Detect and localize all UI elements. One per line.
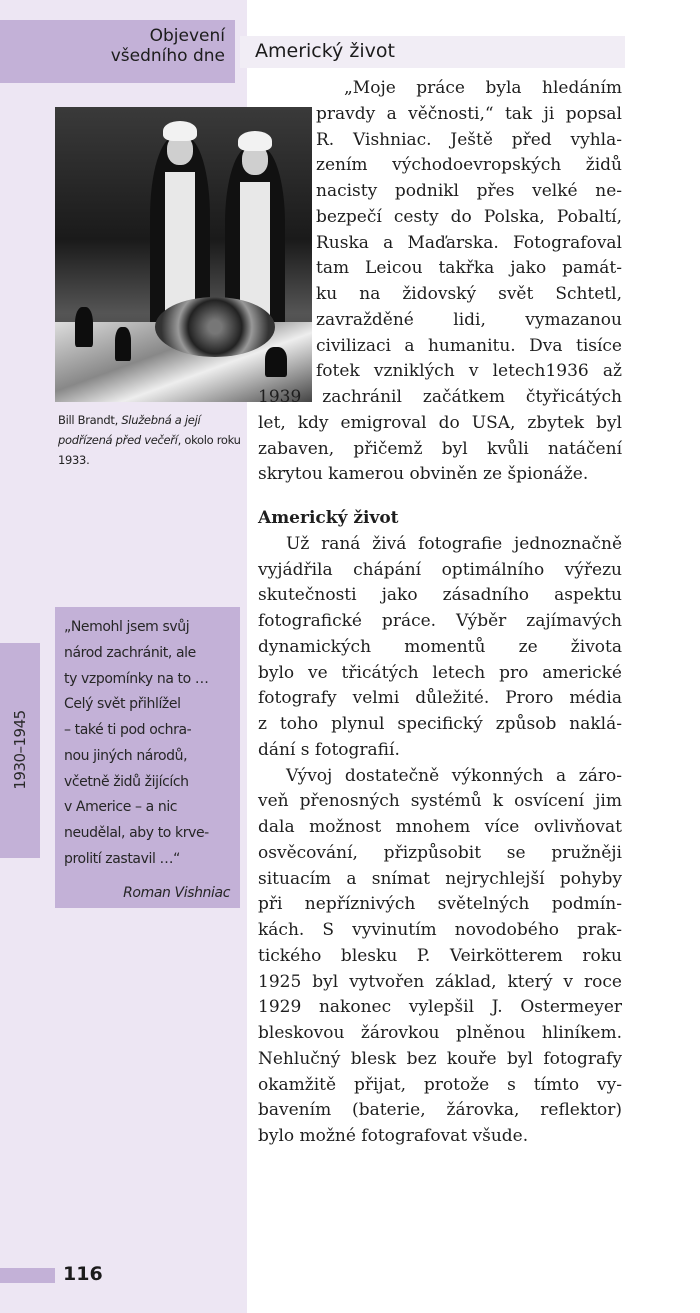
text-line: fotografy velmi důležité. Proro média (258, 688, 622, 709)
text-line: zabaven, přičemž byl kvůli natáčení (258, 438, 622, 459)
text-line: bezpečí cesty do Polska, Pobaltí, (316, 206, 622, 227)
text-line: civilizaci a humanitu. Dva tisíce (316, 335, 622, 356)
quote-line: včetně židů žijících (64, 773, 189, 790)
text-line: tického blesku P. Veirkötterem roku (258, 945, 622, 966)
text-line: R. Vishniac. Ještě před vyhla- (316, 129, 622, 150)
quote-line: neudělal, aby to krve- (64, 825, 209, 841)
text-line: veň přenosných systémů k osvícení jim (258, 791, 622, 812)
intro-paragraph-narrow (316, 76, 622, 385)
text-line: Ruska a Maďarska. Fotografoval (316, 232, 622, 253)
quote-line: prolití zastavil …“ (64, 850, 180, 867)
text-line: bylo možné fotografovat všude. (258, 1126, 529, 1146)
text-line: okamžitě přijat, protože s tímto vy- (258, 1074, 622, 1095)
quote-line: ty vzpomínky na to … (64, 670, 209, 687)
photo-maids-before-dinner (55, 107, 312, 402)
text-line: kách. S vyvinutím novodobého prak- (258, 920, 622, 940)
section-label-line2: všedního dne (110, 46, 225, 66)
subheading: Americký život (258, 508, 399, 528)
page-title: Americký život (255, 40, 395, 62)
text-line: fotek vzniklých v letech1936 až (316, 361, 622, 382)
text-line: zením východoevropských židů (316, 155, 622, 176)
page-number: 116 (63, 1263, 103, 1285)
text-line: 1939 zachránil začátkem čtyřicátých (258, 387, 622, 407)
quote-line: – také ti pod ochra- (64, 722, 192, 738)
text-line: dynamických momentů ze života (258, 636, 622, 657)
body-text-column (258, 385, 622, 1150)
text-line: 1929 nakonec vylepšil J. Ostermeyer (258, 997, 622, 1018)
text-line: skrytou kamerou obviněn ze špionáže. (258, 464, 589, 485)
text-line: situacím a snímat nejrychlejší pohyby (258, 868, 622, 889)
text-line: „Moje práce byla hledáním (344, 78, 622, 98)
text-line: bleskovou žárovkou plněnou hliníkem. (258, 1023, 622, 1043)
text-line: Nehlučný blesk bez kouře byl fotografy (258, 1048, 622, 1069)
text-line: bylo ve třicátých letech pro americké (258, 662, 622, 683)
section-label-line1: Objevení (149, 26, 225, 46)
section-label (0, 20, 235, 83)
caption-author: Bill Brandt, (58, 413, 122, 427)
text-line: bavením (baterie, žárovka, reflektor) (258, 1100, 622, 1121)
text-line: při nepříznivých světelných podmín- (258, 894, 622, 915)
caption-date: , okolo roku 1933. (58, 433, 241, 467)
quote-author: Roman Vishniac (123, 884, 230, 901)
quote-line: národ zachránit, ale (64, 644, 196, 661)
text-line: pravdy a věčnosti,“ tak ji popsal (316, 103, 622, 124)
page-number-bar (0, 1268, 55, 1283)
quote-line: Celý svět přihlížel (64, 696, 181, 713)
quote-line: v Americe – a nic (64, 799, 178, 816)
text-line: skutečnosti jako zásadního aspektu (258, 585, 622, 606)
text-line: let, kdy emigroval do USA, zbytek byl (258, 412, 622, 433)
period-label: 1930–1945 (11, 710, 29, 790)
quote-line: „Nemohl jsem svůj (64, 619, 190, 635)
text-line: 1925 byl vytvořen základ, který v roce (258, 971, 622, 992)
text-line: ku na židovský svět Schtetl, (316, 284, 622, 304)
caption-title: Služebná a její podřízená před večeří (58, 413, 201, 447)
text-line: Vývoj dostatečně výkonných a záro- (286, 765, 622, 786)
text-line: nacisty podnikl přes velké ne- (316, 181, 622, 201)
quote-box (55, 607, 240, 908)
text-line: fotografické práce. Výběr zajímavých (258, 611, 622, 631)
text-line: vyjádřila chápání optimálního výřezu (258, 559, 622, 580)
text-line: osvěcování, přizpůsobit se pružněji (258, 842, 622, 863)
quote-line: nou jiných národů, (64, 747, 188, 764)
text-line: zavražděné lidi, vymazanou (316, 309, 622, 330)
photo-caption (58, 410, 243, 470)
text-line: tam Leicou takřka jako památ- (316, 258, 622, 279)
text-line: z toho plynul specifický způsob naklá- (258, 714, 622, 734)
text-line: dání s fotografií. (258, 739, 400, 760)
text-line: Už raná živá fotografie jednoznačně (286, 533, 622, 554)
text-line: dala možnost mnohem více ovlivňovat (258, 817, 622, 837)
